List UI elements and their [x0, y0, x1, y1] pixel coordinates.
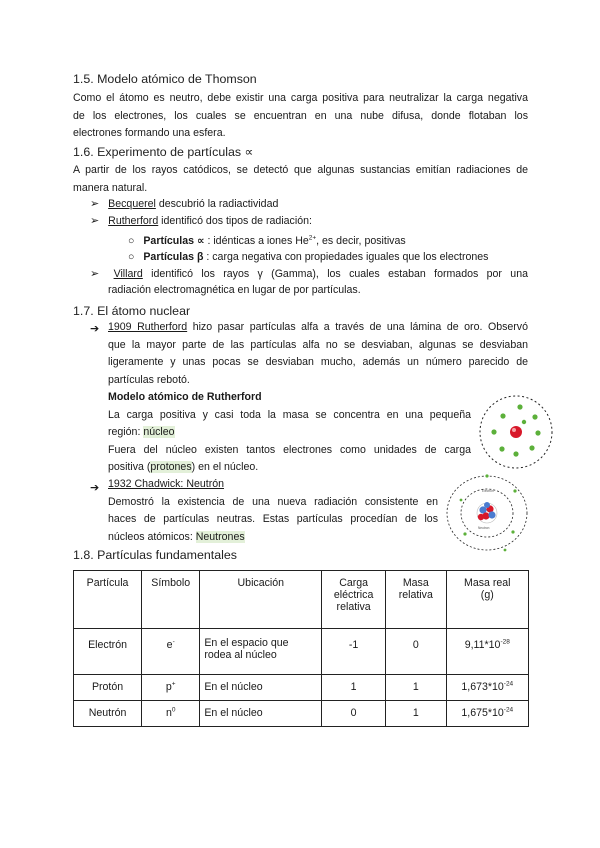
circle-bullet-icon: ○ [128, 235, 135, 247]
list-text: descubrió la radiactividad [155, 198, 279, 210]
particle-name: Protón [91, 681, 124, 693]
table-header-row [74, 571, 529, 629]
section-heading-thomson: 1.5. Modelo atómico de Thomson [73, 72, 257, 86]
rutherford-1909-link[interactable]: 1909 Rutherford [108, 321, 188, 333]
text-line: manera natural. [73, 181, 148, 194]
column-header: Masa relativa [398, 577, 433, 601]
chadwick-paragraph [108, 476, 438, 546]
text-line [108, 319, 528, 337]
highlight-protones: protones [150, 461, 192, 473]
particle-charge: 1 [350, 681, 357, 693]
list-text: identificó los rayos γ (Gamma), los cuales estaban formados por una [142, 268, 528, 280]
svg-text:Electron: Electron [482, 489, 494, 493]
model-title: Modelo atómico de Rutherford [108, 391, 262, 403]
column-header: Símbolo [151, 577, 191, 589]
rutherford-atom-icon [476, 392, 556, 472]
text-line: partículas rebotó. [108, 373, 190, 386]
particle-real-mass: $1,673*10^{-24}$ [461, 680, 514, 693]
chadwick-atom-icon [445, 472, 531, 554]
column-header: Masa real (g) [464, 577, 511, 601]
list-text: : carga negativa con propiedades iguales que los electrones [203, 251, 489, 263]
text-line: de los electrones, los cuales se encuentran en una nube difusa, donde flotaban los [73, 109, 528, 122]
column-header: Carga eléctrica relativa [333, 577, 374, 613]
text-line [108, 529, 438, 547]
alpha-intro [73, 162, 528, 197]
table-row [74, 701, 529, 727]
particle-location: En el núcleo [204, 707, 263, 719]
arrowhead-bullet-icon: ➢ [90, 215, 100, 227]
rutherford-model [108, 389, 471, 477]
arrow-bullet-icon: ➔ [90, 482, 100, 494]
text-line [108, 459, 471, 477]
text-run: ) en el núcleo. [191, 461, 259, 473]
text-line: A partir de los rayos catódicos, se detectó que algunas sustancias emitían radiaciones de [73, 164, 528, 176]
list-text: , es decir, positivas [316, 235, 406, 247]
particle-relative-mass: 1 [412, 681, 419, 693]
table-row [74, 675, 529, 701]
list-text: radiación electromagnética en lugar de por partículas. [108, 284, 361, 296]
text-line: La carga positiva y casi toda la masa se concentra en una pequeña [108, 408, 471, 421]
particle-location: En el núcleo [204, 681, 263, 693]
column-header: Partícula [86, 577, 129, 589]
particle-symbol: $n^0$ [165, 706, 176, 719]
text-line: electrones formando una esfera. [73, 127, 226, 139]
rutherford-experiment [108, 319, 528, 389]
arrowhead-bullet-icon: ➢ [90, 198, 100, 210]
beta-label: Partículas β [143, 251, 204, 263]
particles-table [73, 570, 529, 727]
list-item [90, 213, 312, 229]
particle-real-mass: $9,11*10^{-28}$ [464, 638, 510, 651]
charge-superscript: 2+ [308, 234, 317, 242]
text-line: Fuera del núcleo existen tantos electrones como unidades de carga [108, 443, 471, 456]
alpha-label: Partículas ∝ [143, 235, 205, 247]
sub-list-item [128, 249, 488, 265]
arrow-bullet-icon: ➔ [90, 323, 100, 335]
text-run: positiva ( [108, 461, 151, 473]
table-row [74, 629, 529, 675]
particle-real-mass: $1,675*10^{-24}$ [461, 706, 514, 719]
list-text: : idénticas a iones He [204, 235, 309, 247]
list-item [90, 266, 528, 298]
particle-charge: -1 [348, 639, 359, 651]
arrowhead-bullet-icon: ➢ [90, 268, 100, 280]
particle-name: Electrón [88, 639, 127, 651]
thomson-paragraph [73, 90, 528, 143]
text-line [108, 424, 471, 442]
text-line: ligeramente y unas pocas se desviaban mucho, además un número parecido de [108, 356, 528, 368]
highlight-nucleo: núcleo [143, 426, 175, 438]
becquerel-link[interactable]: Becquerel [108, 198, 156, 210]
particle-symbol: e- [166, 638, 175, 651]
particle-name: Neutrón [88, 707, 127, 719]
text-run: región: [108, 426, 144, 438]
section-heading-particles: 1.8. Partículas fundamentales [73, 548, 237, 562]
section-heading-nuclear: 1.7. El átomo nuclear [73, 304, 191, 318]
text-line: haces de partículas neutras. Estas partículas procedían de los [108, 513, 438, 525]
highlight-neutrones: Neutrones [195, 530, 245, 543]
text-line: Demostró la existencia de una nueva radiación consistente en [108, 495, 438, 508]
svg-text:Neutron: Neutron [478, 526, 490, 530]
particle-location: En el espacio que rodea al núcleo [204, 637, 289, 661]
particle-symbol: p+ [165, 680, 176, 693]
circle-bullet-icon: ○ [128, 251, 135, 263]
chadwick-link[interactable]: 1932 Chadwick: Neutrón [108, 478, 225, 490]
rutherford-link[interactable]: Rutherford [108, 215, 159, 227]
particle-relative-mass: 1 [412, 707, 419, 719]
particle-charge: 0 [350, 707, 357, 719]
text-line: Como el átomo es neutro, debe existir una carga positiva para neutralizar la carga negativa [73, 92, 528, 104]
villard-link[interactable]: Villard [113, 268, 143, 280]
particle-relative-mass: 0 [412, 639, 419, 651]
sub-list-item [128, 233, 406, 249]
text-run: hizo pasar partículas alfa a través de una lámina de oro. Observó [187, 321, 528, 333]
list-item [90, 196, 278, 212]
text-line: que la mayor parte de las partículas alfa no se desviaban, algunas se desviaban [108, 338, 528, 351]
column-header: Ubicación [237, 577, 285, 589]
list-text: identificó dos tipos de radiación: [158, 215, 312, 227]
text-run: núcleos atómicos: [108, 530, 196, 543]
section-heading-alpha: 1.6. Experimento de partículas ∝ [73, 145, 254, 159]
